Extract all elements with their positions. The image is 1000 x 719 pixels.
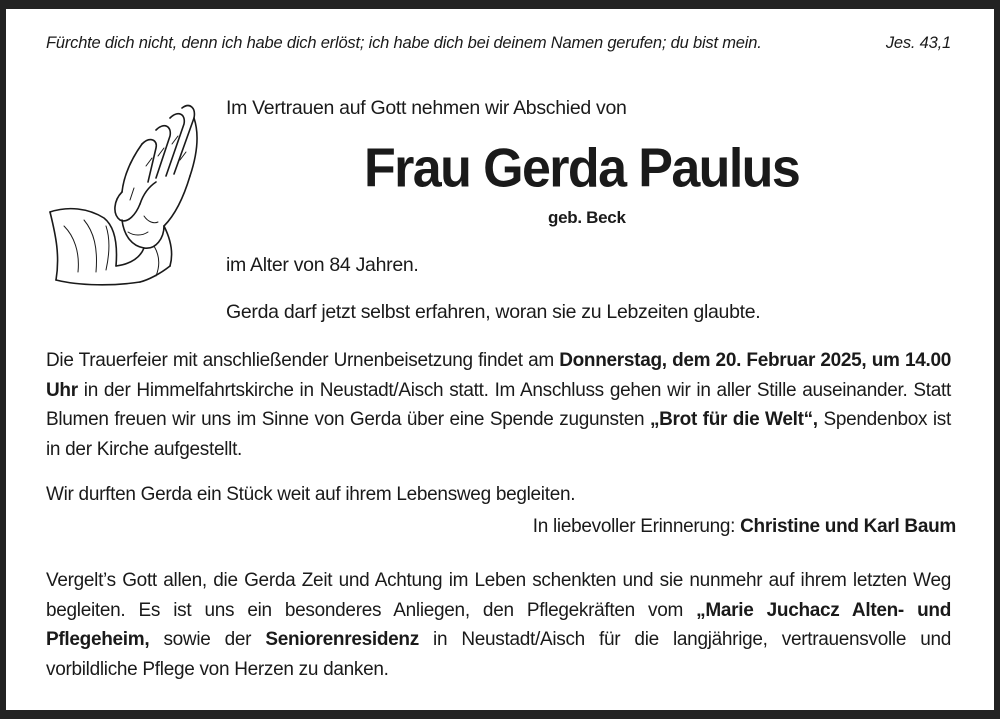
ceremony-text-2: in der Himmelfahrtskirche in Neustadt/Aisch statt. Im Anschluss gehen wir in aller Stille auseinander. Statt Blumen freuen wir uns im Sinne von Gerda über eine Spende zugunsten [46, 379, 951, 430]
ceremony-paragraph [46, 346, 951, 464]
thanks-paragraph [46, 566, 951, 684]
signoff-names: Christine und Karl Baum [740, 516, 956, 537]
care-home-name: „Marie Juchacz Alten- und Pflegeheim, [46, 599, 952, 650]
belief-line: Gerda darf jetzt selbst erfahren, woran sie zu Lebzeiten glaubte. [226, 301, 761, 323]
praying-hands-icon [44, 96, 214, 296]
thanks-text-3: in Neustadt/Aisch für die langjährige, vertrauensvolle und vorbildliche Pflege von Herzen zu danken. [46, 629, 951, 680]
ceremony-text-3: Spendenbox ist in der Kirche aufgestellt. [46, 409, 951, 460]
signoff-label: In liebevoller Erinnerung: [532, 516, 741, 537]
charity-name: „Brot für die Welt“, [649, 409, 818, 430]
age-line: im Alter von 84 Jahren. [226, 254, 419, 276]
birth-name: geb. Beck [548, 208, 626, 227]
residence-name: Seniorenresidenz [265, 629, 419, 650]
thanks-text-2: sowie der [149, 629, 266, 650]
signoff [533, 516, 956, 538]
verse-text: Fürchte dich nicht, denn ich habe dich erlöst; ich habe dich bei deinem Namen gerufen; du bist mein. [46, 34, 762, 52]
verse-reference: Jes. 43,1 [885, 34, 951, 52]
deceased-name: Frau Gerda Paulus [364, 138, 800, 199]
ceremony-date: Donnerstag, dem 20. Februar 2025, um 14.00 Uhr [46, 350, 951, 401]
thanks-text-1: Vergelt’s Gott allen, die Gerda Zeit und Achtung im Leben schenkten und sie nunmehr auf ihrem letzten Weg begleiten. Es ist uns ein besonderes Anliegen, den Pflegekräften vom [46, 570, 951, 621]
bible-verse [46, 34, 951, 53]
intro-line: Im Vertrauen auf Gott nehmen wir Abschied von [226, 97, 627, 119]
companion-line: Wir durften Gerda ein Stück weit auf ihrem Lebensweg begleiten. [46, 484, 576, 505]
ceremony-text-1: Die Trauerfeier mit anschließender Urnenbeisetzung findet am [46, 350, 560, 371]
